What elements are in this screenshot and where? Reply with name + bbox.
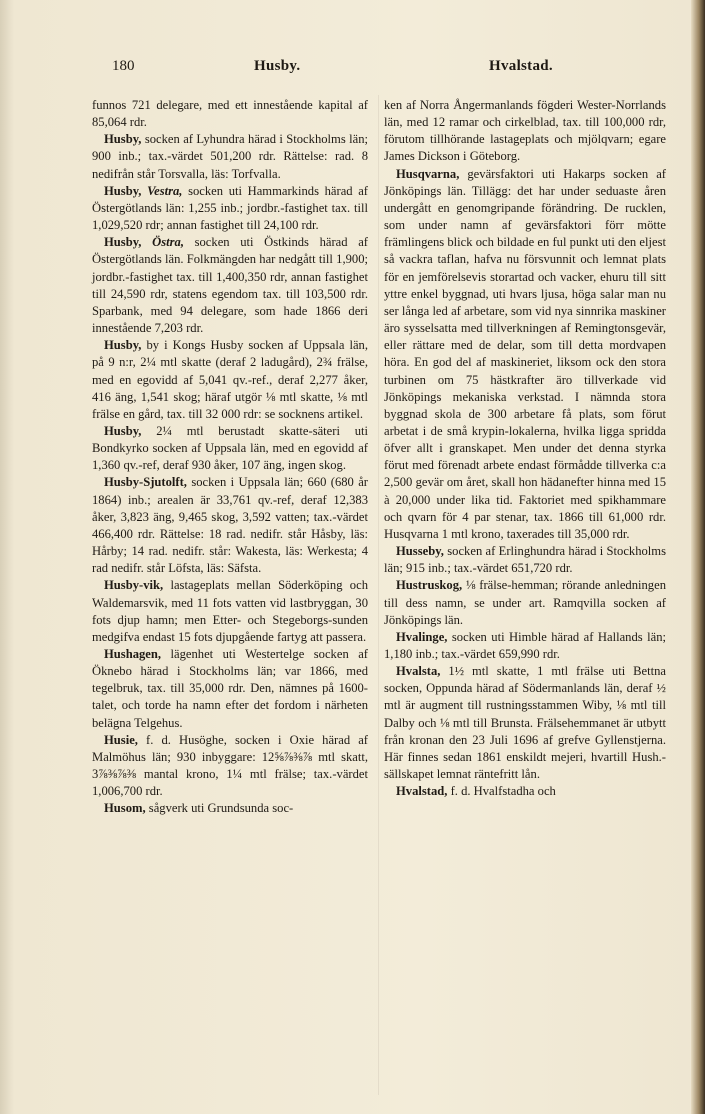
entry-text: by i Kongs Husby socken af Uppsala län, på 9 n:r, 2¼ mtl skatte (deraf 2 ladugård), 2¾ frälse, med en egovidd af 5,041 qv.-ref., deraf 2,277 åker, 416 äng, 1,541 skog; häraf utgör ⅛ mtl skatte, ⅛ mtl frälse en gård, tax. till 32 000 rdr: se socknens artikel. <box>92 338 368 421</box>
entry-headword: Hushagen, <box>104 647 162 661</box>
entry-text: gevärsfaktori uti Hakarps socken af Jönköpings län. Tillägg: det har under seduaste åren undergått en genomgripande förändring. De rucklen, som under namn af gevärsfaktori förr mötte främlingens blick och bildade en ful punkt uti den eljest så vackra taflan, hafva nu försvunnit och lemnat plats för en jemförelsevis storartad och vacker, ehuru till sitt yttre enkel byggnad, uti hvars ljusa, höga salar man nu ser långa led af arbetare, som vid nya sinnrika maskiner äro sysselsatta med tillverkningen af Remingtonsgevär, eller rättare med de delar, som till detta mordvapen höra. En god del af maskineriet, liksom ock den stora turbinen om 75 hästkrafter äro tillverkade vid Jönköpings mekaniska verkstad. I nämnda stora byggnad skola de 300 arbetare få plats, som förut arbetat i de små krypin-lokalerna, hvilka ligga spridda öfver allt i granskapet. Men under det denna styrka förut med förenadt arbete endast förmådde tillverka c:a 2,500 gevär om året, skall hon hädanefter hinna med 15 à 20,000 under lika tid. Faktoriet med spikhammare och qvarn för 4 par stenar, tax. 1866 till 61,000 rdr. Husqvarna 1 mtl krono, taxerades till 35,000 rdr. <box>384 166 666 541</box>
dictionary-entry <box>384 629 666 663</box>
book-spine-shadow <box>691 0 705 1114</box>
dictionary-entry <box>384 97 666 166</box>
entry-headword: Husseby, <box>396 544 444 559</box>
entry-headword-qualifier: Vestra, <box>147 183 183 198</box>
entry-headword: Husby, <box>104 183 142 198</box>
entry-text: sågverk uti Grundsunda soc- <box>145 801 294 816</box>
entry-text: lastageplats mellan Söderköping och Waldemarsvik, med 11 fots vatten vid lastbryggan, 30 fots djup hamn; men Etter- och Stegeborgs-sunden medgifva endast 15 fots djupgående fartyg att passera. <box>92 578 368 644</box>
entry-text: socken uti Hammarkinds härad af Östergötlands län: 1,255 inb.; jordbr.-fastighet tax. till 1,029,520 rdr; annan fastighet till 24,100 rdr. <box>92 183 368 233</box>
entry-text: socken af Lyhundra härad i Stockholms län; 900 inb.; tax.-värdet 501,200 rdr. Rättelse: rad. 8 nedifrån står Torsvalla, läs: Torfvalla. <box>92 132 368 181</box>
dictionary-entry <box>92 577 368 646</box>
dictionary-entry <box>92 800 368 817</box>
entry-text: 2¼ mtl berustadt skatte-säteri uti Bondkyrko socken af Uppsala län, med en egovidd af 1,360 qv.-ref, deraf 930 åker, 107 äng, ingen skog. <box>92 423 368 473</box>
entry-headword: Husby-vik, <box>104 578 164 593</box>
entry-headword: Hvalsta, <box>396 664 441 679</box>
entry-headword: Husby, <box>104 338 142 353</box>
dictionary-entry <box>92 183 368 234</box>
dictionary-entry <box>92 234 368 337</box>
entry-text: ken af Norra Ångermanlands fögderi Wester-Norrlands län, med 12 ramar och cirkelblad, tax. till 100,000 rdr, förutom tillhörande lastageplats och mjölqvarn; egare James Dickson i Göteborg. <box>384 98 666 164</box>
entry-headword: Hvalinge, <box>396 629 448 644</box>
dictionary-entry <box>92 732 368 801</box>
entry-headword: Husby, <box>104 235 142 250</box>
entry-text: socken uti Himble härad af Hallands län; 1,180 inb.; tax.-värdet 659,990 rdr. <box>384 629 666 661</box>
entry-headword: Husqvarna, <box>396 166 460 181</box>
entry-text: socken uti Östkinds härad af Östergötlands län. Folkmängden har nedgått till 1,900; jordbr.-fastighet tax. till 1,400,350 rdr, annan fastighet till 24,590 rdr, statens egendom tax. till 103,500 rdr. Sparbank, med 94 delegare, som hade 1866 deri innestående 7,203 rdr. <box>92 235 368 336</box>
entry-headword-qualifier: Östra, <box>152 235 184 250</box>
dictionary-entry <box>92 474 368 577</box>
left-column <box>92 97 368 818</box>
entry-text: 1½ mtl skatte, 1 mtl frälse uti Bettna socken, Oppunda härad af Södermanlands län, deraf ½ mtl är augment till rustningsstammen Wiby, ⅛ mtl till Dalby och ⅛ mtl till Brunsta. Frälsehemmanet är utbytt från kronan den 23 Juli 1696 af grefve Gyllenstjerna. Här finnes sedan 1861 enskildt mejeri, hvartill Hush.-sällskapet lemnat räntefritt lån. <box>384 664 666 782</box>
dictionary-entry <box>92 646 368 732</box>
page-number: 180 <box>112 58 135 74</box>
dictionary-entry <box>92 423 368 474</box>
entry-text: socken af Erlinghundra härad i Stockholms län; 915 inb.; tax.-värdet 651,720 rdr. <box>384 544 666 576</box>
entry-headword: Husie, <box>104 732 138 747</box>
entry-text: f. d. Husöghe, socken i Oxie härad af Malmöhus län; 930 inbyggare: 12⅝⅞⅜⅞ mtl skatt, 3⅞⅜⅞⅜ mantal krono, 1¼ mtl frälse; tax.-värdet 1,006,700 rdr. <box>92 732 368 799</box>
entry-text: lägenhet uti Westertelge socken af Öknebo härad i Stockholms län; var 1866, med tegelbruk, tax. till 35,000 rdr. Den, nämnes på 1600-talet, och torde ha namn efter det fordom i närheten belägna Telgehus. <box>92 647 368 730</box>
entry-headword: Husby, <box>104 132 142 147</box>
entry-text: socken i Uppsala län; 660 (680 år 1864) inb.; arealen är 33,761 qv.-ref, deraf 12,383 åker, 3,823 äng, 9,465 skog, 3,592 vatten; tax.-värdet 466,400 rdr. Rättelse: 18 rad. nedifr. står Håsby, läs: Hårby; 14 rad. nedifr. står: Wakesta, läs: Werkesta; 4 rad nedifr. står Löfsta, läs: Säfsta. <box>92 475 368 576</box>
entry-headword: Husom, <box>104 801 146 816</box>
entry-text: funnos 721 delegare, med ett innestående kapital af 85,064 rdr. <box>92 98 368 130</box>
entry-headword: Hvalstad, <box>396 784 448 799</box>
right-column <box>384 97 666 800</box>
entry-headword: Husby-Sjutolft, <box>104 475 187 490</box>
dictionary-entry <box>92 97 368 131</box>
column-divider <box>378 95 379 1095</box>
page-header <box>108 58 668 80</box>
dictionary-entry <box>92 131 368 182</box>
dictionary-entry <box>384 783 666 800</box>
running-head-right: Hvalstad. <box>489 58 553 74</box>
dictionary-entry <box>92 337 368 423</box>
entry-headword: Husby, <box>104 423 142 438</box>
dictionary-entry <box>384 663 666 783</box>
running-head-left: Husby. <box>254 58 301 74</box>
entry-text: ⅛ frälse-hemman; rörande anledningen till dess namn, se under art. Ramqvilla socken af Jönköpings län. <box>384 578 666 627</box>
dictionary-entry <box>384 166 666 543</box>
dictionary-entry <box>384 577 666 628</box>
entry-headword: Hustruskog, <box>396 578 463 593</box>
entry-text: f. d. Hvalfstadha och <box>447 784 556 799</box>
dictionary-entry <box>384 543 666 577</box>
